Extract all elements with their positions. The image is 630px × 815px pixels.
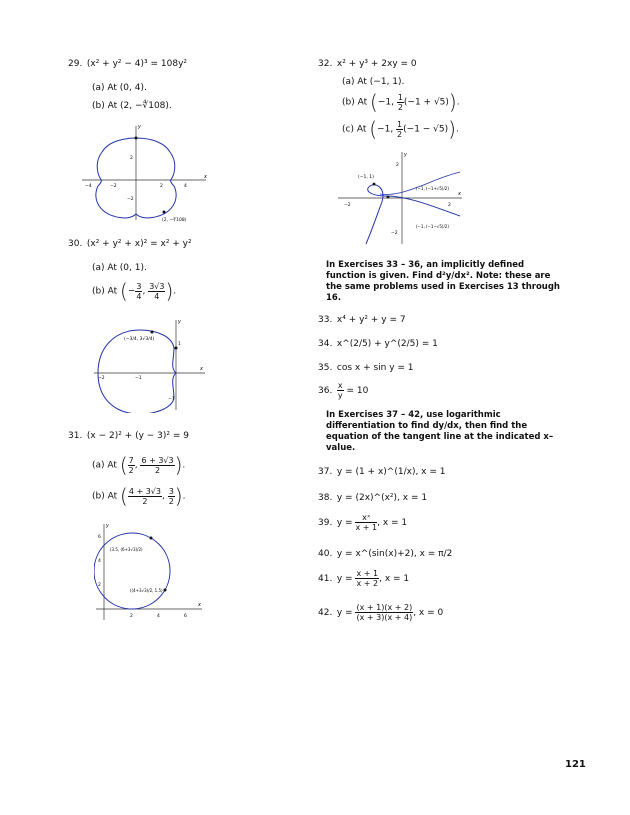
point-marker — [373, 183, 376, 186]
tick-label: −2 — [127, 197, 134, 202]
fraction-numerator: 4 + 3√3 — [128, 486, 161, 496]
exercise-equation: (x² + y² − 4)³ = 108y² — [86, 59, 187, 69]
fraction-numerator: (x + 1)(x + 2) — [356, 603, 413, 612]
exercise-number: 38. — [318, 493, 333, 503]
tick-label: 6 — [98, 535, 101, 540]
tick-label: 2 — [130, 156, 133, 161]
exercise-number: 30. — [68, 239, 83, 249]
tick-label: 4 — [184, 184, 187, 189]
exercise-equation: = 10 — [346, 386, 369, 396]
point-marker — [164, 589, 167, 592]
exercise-40 — [318, 548, 452, 560]
exercise-31 — [68, 430, 189, 442]
fraction-denominator: 2 — [142, 496, 148, 506]
instructions-37-42: In Exercises 37 – 42, use logarithmic differentiation to find dy/dx, then find the equation of the tangent line at the indicated x–value. — [326, 410, 554, 453]
x-axis-label: x — [200, 366, 203, 372]
tick-label: 2 — [396, 163, 399, 168]
tick-label: 2 — [130, 614, 133, 619]
exercise-number: 42. — [318, 608, 333, 618]
point-marker — [387, 196, 390, 199]
tick-label: 4 — [157, 614, 160, 619]
equation-lhs: y = — [336, 518, 353, 528]
curve — [94, 533, 170, 609]
fraction-denominator: (x + 3)(x + 4) — [356, 613, 413, 622]
tick-label: 2 — [98, 583, 101, 588]
tick-label: −2 — [391, 231, 398, 236]
exercise-equation: y = (2x)^(x²), x = 1 — [336, 493, 428, 503]
fraction-numerator: xˣ — [355, 513, 377, 523]
exercise-equation: x² + y³ + 2xy = 0 — [336, 59, 417, 69]
point-annotation: (−3/4, 3√3/4) — [124, 337, 155, 342]
fraction-denominator: x + 2 — [356, 579, 379, 588]
exercise-equation: x^(2/5) + y^(2/5) = 1 — [336, 339, 438, 349]
inner-expression: (−1 − √5) — [403, 124, 449, 135]
exercise-41 — [318, 568, 409, 590]
exercise-31-part-a: (a) At ( $\frac{7}{2}$ , $\frac{6 + 3√3}{2}$ ). — [92, 453, 186, 477]
exercise-number: 37. — [318, 467, 333, 477]
exercise-number: 31. — [68, 431, 83, 441]
part-prefix: (b) At — [92, 491, 118, 502]
exercise-36 — [318, 380, 368, 402]
tangent-line — [380, 172, 460, 195]
exercise-number: 41. — [318, 574, 333, 584]
fraction-denominator: 4 — [154, 291, 160, 301]
fraction-denominator: 2 — [397, 129, 403, 139]
tick-label: −2 — [98, 376, 105, 381]
exercise-39 — [318, 512, 407, 534]
point-marker — [135, 137, 138, 140]
point-annotation: (2, −∜108) — [162, 218, 187, 222]
fraction-numerator: 1 — [397, 92, 403, 102]
exercise-30-graph — [90, 318, 208, 413]
exercise-number: 34. — [318, 339, 333, 349]
tick-label: −1 — [168, 397, 175, 402]
exercise-29-part-a: (a) At (0, 4). — [92, 83, 147, 93]
equation-lhs: y = — [336, 574, 353, 584]
exercise-number: 35. — [318, 363, 333, 373]
fraction-denominator: x + 1 — [355, 523, 378, 532]
tick-label: 4 — [98, 559, 101, 564]
exercise-equation: y = x^(sin(x)+2), x = π/2 — [336, 549, 453, 559]
fraction-numerator: 3 — [136, 281, 142, 291]
y-axis-label: y — [178, 319, 181, 325]
exercise-29 — [68, 58, 187, 70]
x-axis-label: x — [198, 602, 201, 608]
equation-lhs: y = — [336, 608, 353, 618]
exercise-30-part-a: (a) At (0, 1). — [92, 263, 147, 273]
equation-rest: , x = 1 — [379, 574, 410, 584]
fraction-denominator: 2 — [168, 496, 174, 506]
fraction-denominator: 2 — [397, 102, 403, 112]
instructions-33-36: In Exercises 33 – 36, an implicitly defined function is given. Find d²y/dx². Note: these are the same problems used in Exercises 13 through 16. — [326, 260, 560, 303]
exercise-equation: cos x + sin y = 1 — [336, 363, 414, 373]
y-axis-label: y — [106, 523, 109, 529]
fraction-numerator: 1 — [397, 119, 403, 129]
fraction-numerator: x — [337, 381, 343, 390]
exercise-equation: x⁴ + y² + y = 7 — [336, 315, 406, 325]
fraction-denominator: 2 — [154, 465, 161, 475]
exercise-29-part-b: (b) At (2, −∜108). — [92, 101, 172, 111]
inner-expression: (−1 + √5) — [403, 97, 449, 108]
exercise-32-part-c: (c) At (−1, $\frac{1}{2}$ (−1 − √5)). — [342, 117, 459, 141]
y-axis-label: y — [138, 124, 141, 130]
fraction-numerator: 3 — [168, 486, 174, 496]
point-annotation: (3.5, (6+3√3)/2) — [110, 547, 143, 552]
part-prefix: (c) At — [342, 124, 367, 135]
fraction-denominator: y — [337, 391, 343, 400]
page-number: 121 — [565, 759, 586, 770]
point-annotation: (−1, 1) — [358, 175, 374, 180]
point-annotation: (−1, (−1+√5)/2) — [416, 186, 449, 191]
fraction-denominator: 2 — [128, 465, 134, 475]
exercise-31-part-b: (b) At ( $\frac{4 + 3√3}{2}$ , $\frac{3}{2}$ ). — [92, 484, 186, 508]
exercise-equation: (x² + y² + x)² = x² + y² — [86, 239, 192, 249]
exercise-number: 36. — [318, 386, 333, 396]
exercise-32 — [318, 58, 417, 70]
x-axis-label: x — [458, 191, 461, 197]
fraction-numerator: 6 + 3√3 — [141, 455, 174, 465]
exercise-34 — [318, 338, 438, 350]
exercise-number: 33. — [318, 315, 333, 325]
fraction-numerator: 3√3 — [149, 281, 165, 291]
exercise-32-part-b: (b) At (−1, $\frac{1}{2}$ (−1 + √5)). — [342, 90, 460, 114]
exercise-number: 29. — [68, 59, 83, 69]
exercise-equation: (x − 2)² + (y − 3)² = 9 — [86, 431, 190, 441]
exercise-number: 32. — [318, 59, 333, 69]
exercise-32-graph — [336, 150, 464, 246]
point-annotation: (−1, (−1−√5)/2) — [416, 224, 449, 229]
exercise-30 — [68, 238, 192, 250]
tick-label: 1 — [178, 342, 181, 347]
point-marker — [151, 331, 154, 334]
fraction-denominator: 4 — [136, 291, 142, 301]
tick-label: −2 — [110, 184, 117, 189]
exercise-33 — [318, 314, 406, 326]
exercise-35 — [318, 362, 414, 374]
part-prefix: (b) At — [342, 97, 368, 108]
fraction-numerator: x + 1 — [356, 569, 379, 578]
tick-label: −1 — [135, 376, 142, 381]
point-marker — [175, 347, 178, 350]
tick-label: 6 — [184, 614, 187, 619]
fraction-numerator: 7 — [128, 455, 134, 465]
exercise-38 — [318, 492, 427, 504]
y-axis-label: y — [404, 152, 407, 158]
exercise-equation: y = (1 + x)^(1/x), x = 1 — [336, 467, 446, 477]
tick-label: −2 — [344, 203, 351, 208]
exercise-37 — [318, 466, 446, 478]
equation-rest: , x = 1 — [377, 518, 408, 528]
tick-label: −4 — [85, 184, 92, 189]
point-marker — [163, 211, 166, 214]
tick-label: 2 — [448, 203, 451, 208]
exercise-30-part-b: (b) At (− $\frac{3}{4}$ , $\frac{3√3}{4}$ ). — [92, 279, 177, 303]
exercise-number: 39. — [318, 518, 333, 528]
tick-label: 2 — [160, 184, 163, 189]
part-prefix: (a) At — [92, 460, 117, 471]
exercise-42 — [318, 602, 443, 624]
exercise-32-part-a: (a) At (−1, 1). — [342, 77, 405, 87]
exercise-31-graph — [94, 522, 204, 622]
exercise-number: 40. — [318, 549, 333, 559]
curve — [98, 330, 176, 413]
x-axis-label: x — [204, 174, 207, 180]
point-marker — [150, 537, 153, 540]
exercise-29-graph — [78, 122, 208, 222]
point-annotation: ((4+3√3)/2, 1.5) — [130, 588, 163, 593]
part-prefix: (b) At — [92, 286, 118, 297]
equation-rest: , x = 0 — [413, 608, 444, 618]
